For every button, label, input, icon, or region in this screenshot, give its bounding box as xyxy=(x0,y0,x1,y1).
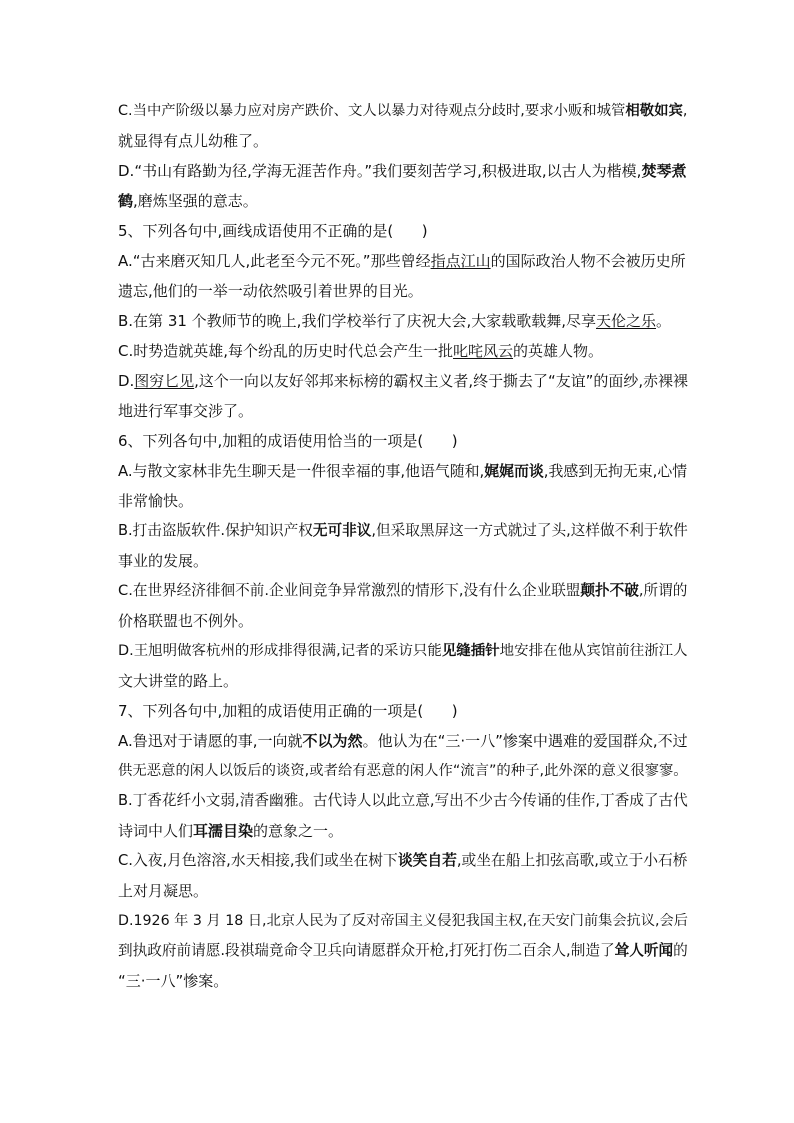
text-segment: 非常愉快。 xyxy=(118,492,194,510)
bold-idiom: 耳濡目染 xyxy=(193,822,254,840)
text-line xyxy=(118,906,688,936)
text-segment: D.“书山有路勤为径,学海无涯苦作舟。”我们要刻苦学习,积极进取,以古人为楷模, xyxy=(118,162,642,180)
text-segment: 诗词中人们 xyxy=(118,822,194,840)
text-segment: D. xyxy=(118,372,135,390)
bold-idiom: 谈笑自若 xyxy=(397,852,457,869)
text-line xyxy=(118,576,688,606)
text-segment: 文大讲堂的路上。 xyxy=(118,672,239,690)
bold-idiom: 见缝插针 xyxy=(441,643,500,659)
text-segment: D.王旭明做客杭州的形成排得很满,记者的采访只能 xyxy=(118,643,442,659)
text-line xyxy=(118,966,688,996)
bold-idiom: 无可非议 xyxy=(312,522,372,539)
text-line xyxy=(118,726,688,756)
text-segment: 事业的发展。 xyxy=(118,552,209,570)
text-segment: 。他认为在“三·一八”惨案中遇难的爱国群众,不过 xyxy=(362,732,688,750)
text-segment: 的 xyxy=(673,942,688,959)
text-segment: B.打击盗版软件.保护知识产权 xyxy=(118,522,313,539)
text-line xyxy=(118,636,688,666)
text-line xyxy=(118,396,688,426)
text-segment: C.当中产阶级以暴力应对房产跌价、文人以暴力对待观点分歧时,要求小贩和城管 xyxy=(118,103,626,119)
text-segment: A.与散文家林非先生聊天是一件很幸福的事,他语气随和, xyxy=(118,462,485,480)
underlined-idiom: 天伦之乐 xyxy=(596,312,657,330)
bold-idiom: 耸人听闻 xyxy=(614,942,674,959)
text-line xyxy=(118,816,688,846)
bold-idiom: 焚琴煮 xyxy=(641,162,687,180)
text-segment: A.鲁迅对于请愿的事,一向就 xyxy=(118,732,303,750)
text-line xyxy=(118,696,688,726)
text-segment: ,磨炼坚强的意志。 xyxy=(133,192,258,210)
text-segment: B.在第 31 个教师节的晚上,我们学校举行了庆祝大会,大家载歌载舞,尽享 xyxy=(118,312,596,330)
text-line xyxy=(118,216,688,246)
text-line xyxy=(118,336,688,366)
text-segment: 遗忘,他们的一举一动依然吸引着世界的目光。 xyxy=(118,282,423,300)
text-segment: 的意象之一。 xyxy=(253,822,344,840)
text-line xyxy=(118,186,688,216)
text-segment: B.丁香花纤小文弱,清香幽雅。古代诗人以此立意,写出不少古今传诵的佳作,丁香成了古代 xyxy=(118,792,688,809)
text-segment: C.时势造就英雄,每个纷乱的历史时代总会产生一批 xyxy=(118,342,454,360)
text-line xyxy=(118,876,688,906)
text-line xyxy=(118,156,688,186)
underlined-idiom: 图穷匕见 xyxy=(134,372,195,390)
text-line xyxy=(118,666,688,696)
text-line xyxy=(118,246,688,276)
text-segment: ,但采取黑屏这一方式就过了头,这样做不利于软件 xyxy=(371,522,688,539)
text-segment: 地安排在他从宾馆前往浙江人 xyxy=(499,643,688,659)
question-text xyxy=(118,96,688,996)
text-segment: A.“古来磨灭知几人,此老至今元不死。”那些曾经 xyxy=(118,252,431,270)
text-segment: C.在世界经济徘徊不前.企业间竞争异常激烈的情形下,没有什么企业联盟 xyxy=(118,582,581,599)
text-segment: 上对月凝思。 xyxy=(118,882,209,900)
text-line xyxy=(118,846,688,876)
text-line xyxy=(118,936,688,966)
text-segment: D.1926 年 3 月 18 日,北京人民为了反对帝国主义侵犯我国主权,在天安门前集会抗议,会后 xyxy=(118,913,688,929)
text-line xyxy=(118,546,688,576)
text-line xyxy=(118,426,688,456)
text-segment: 的国际政治人物不会被历史所 xyxy=(490,252,686,270)
text-line xyxy=(118,456,688,486)
bold-idiom: 颠扑不破 xyxy=(580,582,639,599)
text-line xyxy=(118,486,688,516)
bold-idiom: 不以为然 xyxy=(302,732,363,750)
text-segment: , xyxy=(682,103,688,119)
text-segment: ,我感到无拘无束,心情 xyxy=(543,462,688,480)
text-segment: 就显得有点儿幼稚了。 xyxy=(118,132,269,150)
text-line xyxy=(118,366,688,396)
text-segment: C.入夜,月色溶溶,水天相接,我们或坐在树下 xyxy=(118,852,398,869)
text-segment: 到执政府前请愿.段祺瑞竟命令卫兵向请愿群众开枪,打死打伤二百余人,制造了 xyxy=(118,942,615,959)
text-line xyxy=(118,606,688,636)
text-segment: ,所谓的 xyxy=(638,582,688,599)
text-segment: ,这个一向以友好邻邦来标榜的霸权主义者,终于撕去了“友谊”的面纱,赤裸裸 xyxy=(194,372,688,390)
text-line xyxy=(118,786,688,816)
text-segment: 供无恶意的闲人以饭后的谈资,或者给有恶意的闲人作“流言”的种子,此外深的意义很寥寥。 xyxy=(118,763,688,779)
text-segment: 。 xyxy=(656,312,672,330)
underlined-idiom: 叱咤风云 xyxy=(453,342,514,360)
text-line xyxy=(118,516,688,546)
text-segment: 地进行军事交涉了。 xyxy=(118,402,254,420)
underlined-idiom: 指点江山 xyxy=(430,252,491,270)
text-segment: “三·一八”惨案。 xyxy=(118,972,229,990)
text-segment: 7、下列各句中,加粗的成语使用正确的一项是( ) xyxy=(118,702,458,720)
text-line xyxy=(118,276,688,306)
bold-idiom: 鹤 xyxy=(118,192,134,210)
text-segment: ,或坐在船上扣弦高歌,或立于小石桥 xyxy=(456,852,688,869)
text-line xyxy=(118,126,688,156)
text-segment: 价格联盟也不例外。 xyxy=(118,612,254,630)
text-segment: 6、下列各句中,加粗的成语使用恰当的一项是( ) xyxy=(118,432,458,450)
text-segment: 的英雄人物。 xyxy=(513,342,604,360)
bold-idiom: 相敬如宾 xyxy=(625,103,683,119)
bold-idiom: 娓娓而谈 xyxy=(484,462,544,480)
text-line xyxy=(118,306,688,336)
text-segment: 5、下列各句中,画线成语使用不正确的是( ) xyxy=(118,222,428,240)
text-line xyxy=(118,96,688,126)
text-line xyxy=(118,756,688,786)
